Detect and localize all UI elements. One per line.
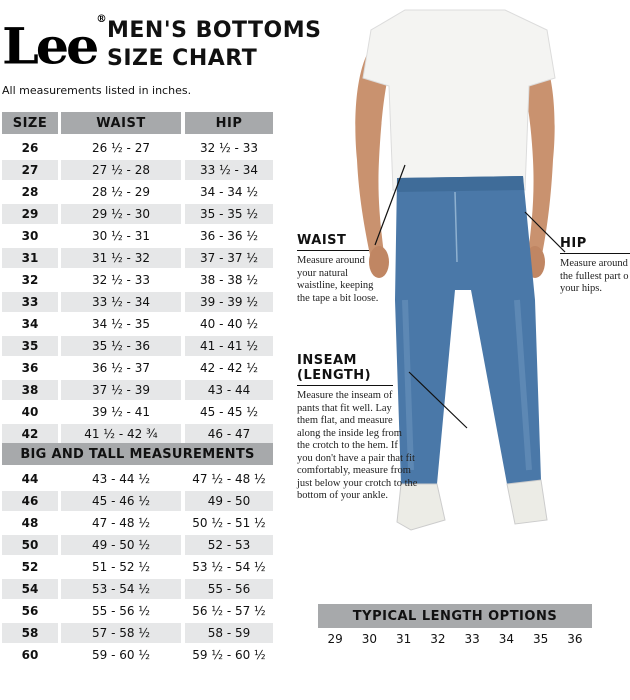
cell-waist: 57 - 58 ½ [61,623,181,643]
table-row [0,358,275,378]
cell-hip: 33 ½ - 34 [185,160,273,180]
table-row [0,248,275,268]
cell-hip: 45 - 45 ½ [200,405,258,419]
cell-hip: 39 - 39 ½ [185,292,273,312]
length-option: 32 [430,632,446,646]
hip-callout-title: HIP [560,236,587,251]
cell-hip: 46 - 47 [185,424,273,444]
cell-size: 46 [2,491,58,511]
cell-size: 54 [2,579,58,599]
inseam-callout-rule [297,385,393,386]
measurement-note: All measurements listed in inches. [2,84,192,97]
table-row [0,204,275,224]
waist-callout-rule [297,250,369,251]
cell-waist: 55 - 56 ½ [92,604,150,618]
hip-callout-rule [560,253,630,254]
cell-hip: 52 - 53 [185,535,273,555]
cell-hip: 42 - 42 ½ [200,361,258,375]
table-row [0,579,275,599]
cell-waist: 45 - 46 ½ [61,491,181,511]
table-row [0,424,275,444]
cell-waist: 28 ½ - 29 [92,185,150,199]
table-row [0,623,275,643]
cell-waist: 51 - 52 ½ [92,560,150,574]
inseam-callout-title: INSEAM (LENGTH) [297,353,372,383]
table-row [0,491,275,511]
cell-waist: 53 - 54 ½ [61,579,181,599]
cell-hip: 49 - 50 [185,491,273,511]
cell-waist: 26 ½ - 27 [92,141,150,155]
cell-size: 56 [21,604,39,618]
table-row [0,270,275,290]
cell-size: 52 [21,560,39,574]
cell-hip: 53 ½ - 54 ½ [192,560,266,574]
cell-waist: 32 ½ - 33 [92,273,150,287]
cell-waist: 47 - 48 ½ [92,516,150,530]
length-option: 33 [464,632,480,646]
table-row [0,469,275,489]
cell-size: 34 [21,317,39,331]
cell-waist: 34 ½ - 35 [92,317,150,331]
cell-size: 33 [2,292,58,312]
cell-hip: 40 - 40 ½ [200,317,258,331]
table-row [0,513,275,533]
table-row [0,336,275,356]
cell-size: 58 [2,623,58,643]
cell-waist: 49 - 50 ½ [61,535,181,555]
hip-callout [560,236,630,296]
cell-waist: 39 ½ - 41 [92,405,150,419]
waist-callout-title: WAIST [297,233,347,248]
big-tall-header: BIG AND TALL MEASUREMENTS [2,443,273,465]
inseam-callout-body: Measure the inseam of pants that fit well. Lay them flat, and measure along the inside leg from the crotch to the hem. If you don't have a pair that fit comfortably, measure from just below your crotch to the bottom of your ankle. [297,390,418,501]
cell-size: 32 [21,273,39,287]
cell-hip: 35 - 35 ½ [185,204,273,224]
cell-hip: 55 - 56 [185,579,273,599]
cell-hip: 36 - 36 ½ [200,229,258,243]
length-option: 35 [532,632,549,646]
header-hip: HIP [185,112,273,134]
table-row [0,380,275,400]
cell-hip: 32 ½ - 33 [200,141,258,155]
cell-hip: 38 - 38 ½ [200,273,258,287]
table-row [0,601,275,621]
cell-waist: 36 ½ - 37 [92,361,150,375]
cell-hip: 34 - 34 ½ [200,185,258,199]
table-row [0,557,275,577]
title-line-2: SIZE CHART [107,46,258,71]
cell-hip: 56 ½ - 57 ½ [192,604,266,618]
cell-waist: 29 ½ - 30 [61,204,181,224]
cell-waist: 27 ½ - 28 [61,160,181,180]
cell-hip: 50 ½ - 51 ½ [192,516,266,530]
waist-callout-body: Measure around your natural waistline, keeping the tape a bit loose. [297,255,379,304]
table-row [0,645,275,665]
cell-size: 44 [21,472,39,486]
length-option: 34 [498,632,515,646]
cell-waist: 41 ½ - 42 ¾ [61,424,181,444]
typical-length-values [318,632,592,650]
table-row [0,292,275,312]
cell-size: 38 [2,380,58,400]
table-row [0,160,275,180]
waist-callout [297,233,397,305]
cell-waist: 31 ½ - 32 [61,248,181,268]
length-option: 30 [361,632,378,646]
table-row [0,182,275,202]
cell-size: 50 [2,535,58,555]
cell-hip: 58 - 59 [185,623,273,643]
cell-hip: 59 ½ - 60 ½ [192,648,266,662]
cell-size: 48 [21,516,39,530]
cell-hip: 43 - 44 [185,380,273,400]
typical-length-header: TYPICAL LENGTH OPTIONS [318,604,592,628]
inseam-callout [297,353,429,503]
length-option: 29 [327,632,343,646]
cell-size: 42 [2,424,58,444]
cell-hip: 41 - 41 ½ [185,336,273,356]
cell-hip: 37 - 37 ½ [185,248,273,268]
cell-waist: 35 ½ - 36 [61,336,181,356]
length-option: 31 [395,632,412,646]
cell-size: 28 [21,185,39,199]
cell-waist: 37 ½ - 39 [61,380,181,400]
cell-waist: 33 ½ - 34 [61,292,181,312]
hip-callout-body: Measure around the fullest part o your hips. [560,258,629,294]
table-row [0,138,275,158]
length-option: 36 [567,632,583,646]
cell-size: 30 [21,229,39,243]
lee-logo: Lee® [2,14,107,76]
cell-waist: 59 - 60 ½ [92,648,150,662]
table-row [0,535,275,555]
cell-size: 40 [21,405,39,419]
cell-waist: 43 - 44 ½ [92,472,150,486]
cell-size: 31 [2,248,58,268]
cell-size: 29 [2,204,58,224]
table-row [0,314,275,334]
cell-size: 60 [21,648,39,662]
table-row [0,226,275,246]
cell-size: 36 [21,361,39,375]
cell-hip: 47 ½ - 48 ½ [192,472,266,486]
cell-size: 26 [21,141,39,155]
cell-waist: 30 ½ - 31 [92,229,150,243]
header-waist: WAIST [61,112,181,134]
title-line-1: MEN'S BOTTOMS [107,18,322,43]
cell-size: 27 [2,160,58,180]
cell-size: 35 [2,336,58,356]
table-row [0,402,275,422]
header-size: SIZE [2,112,58,134]
